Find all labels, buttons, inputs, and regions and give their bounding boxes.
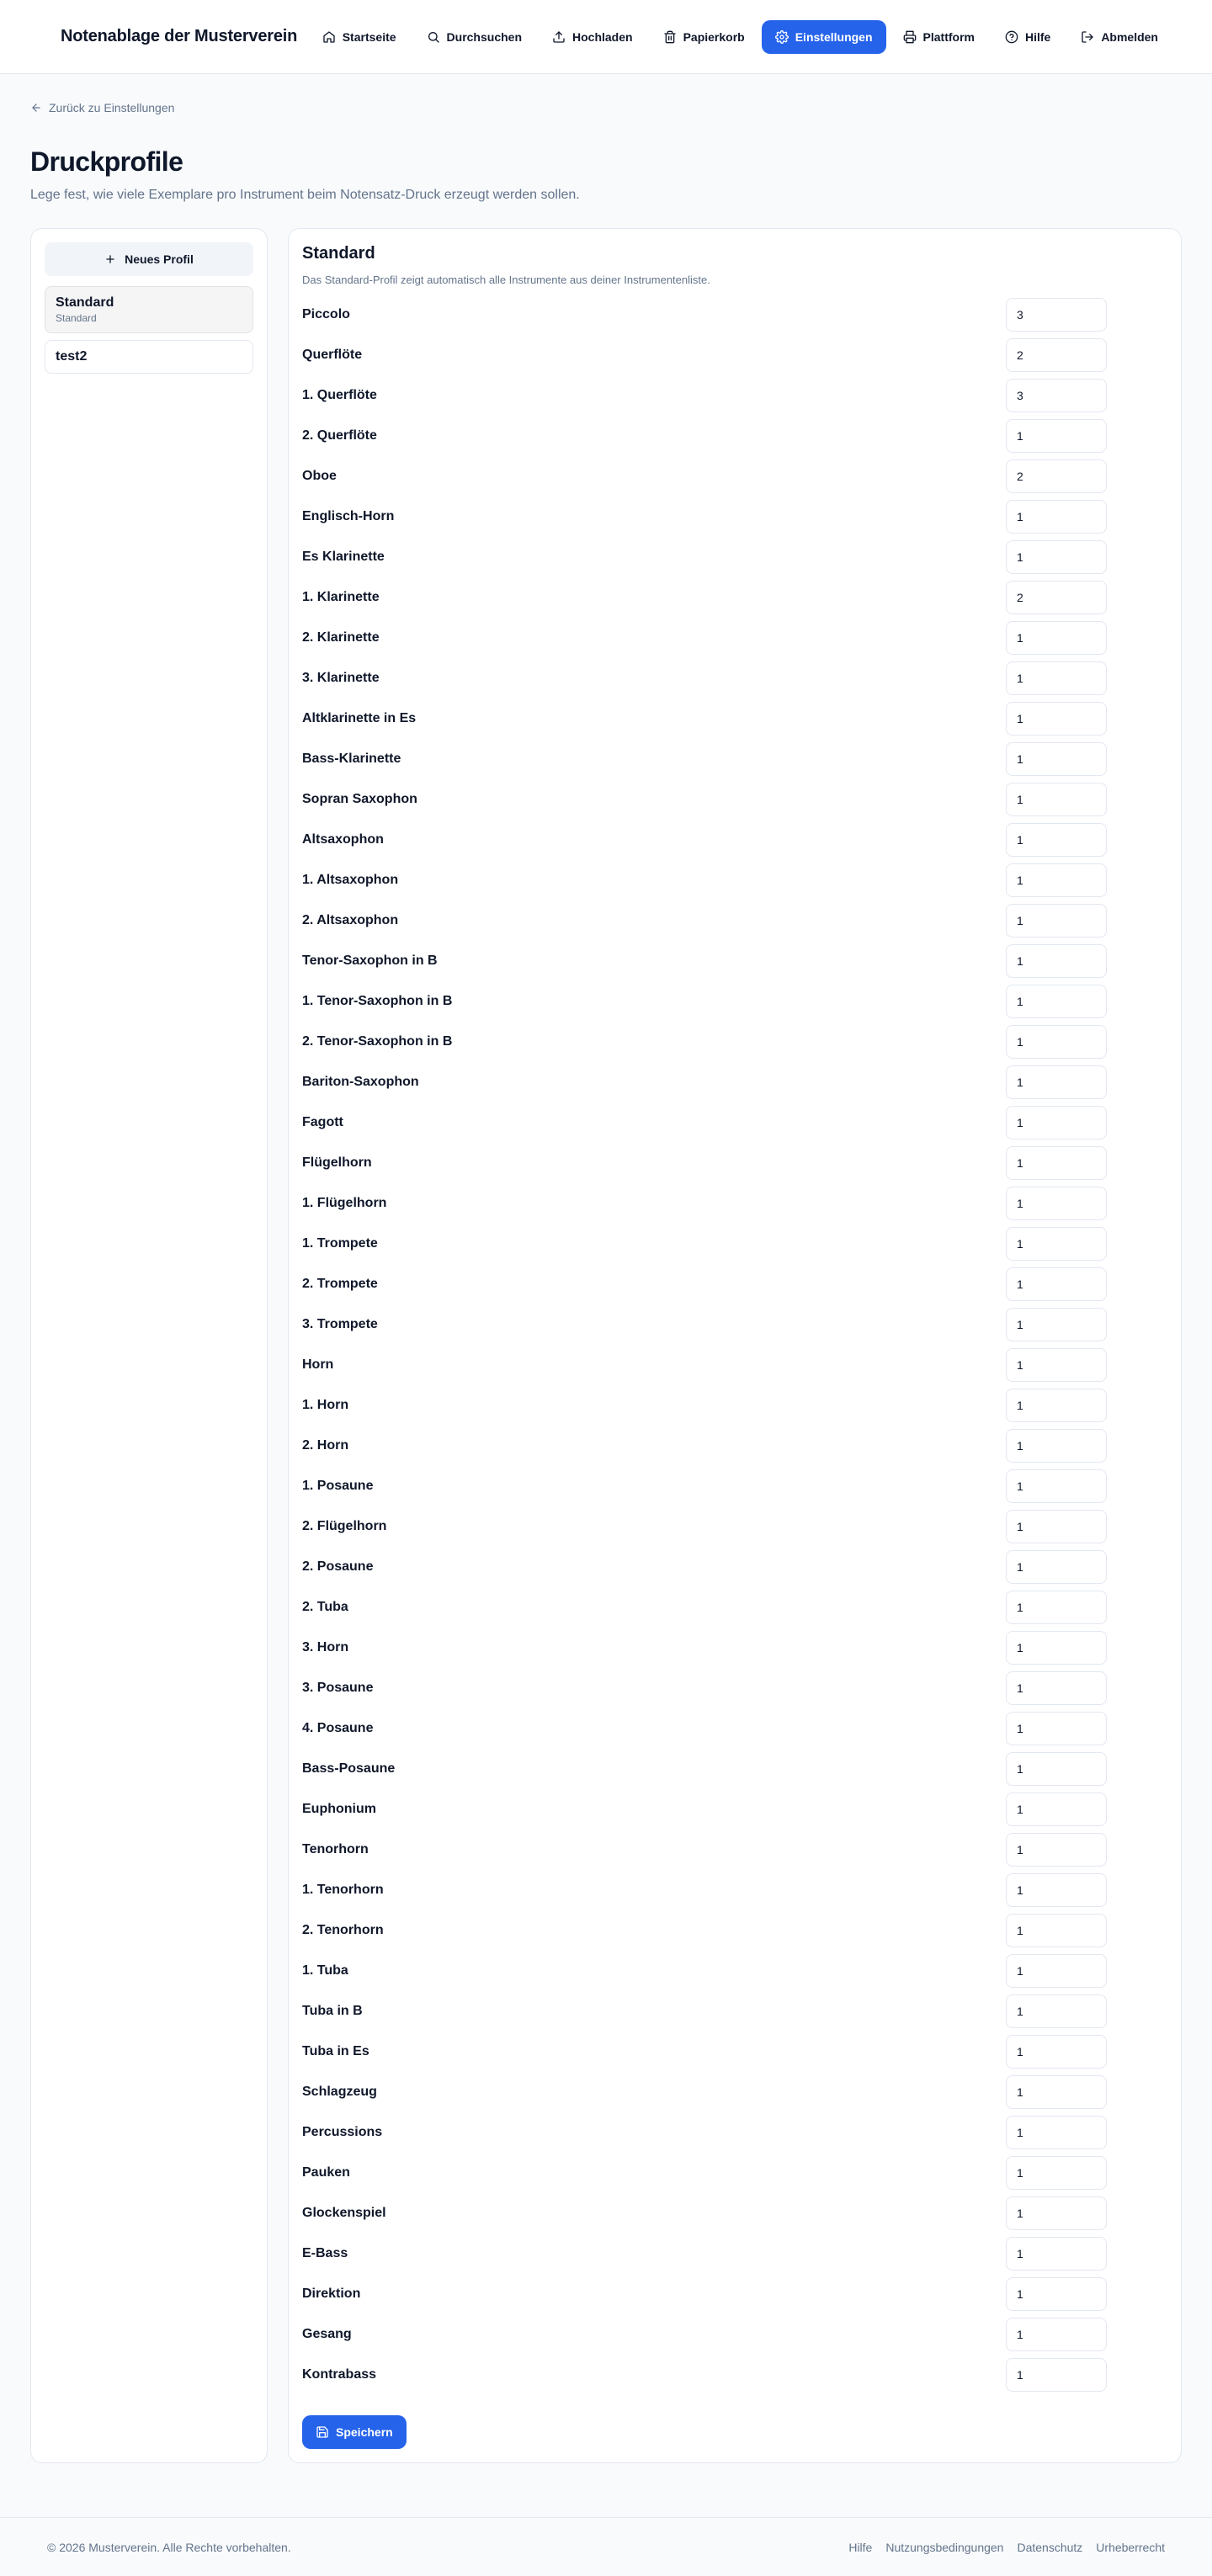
instrument-name: Tuba in Es: [302, 2044, 369, 2058]
instrument-row: [302, 335, 1167, 375]
profile-description: Das Standard-Profil zeigt automatisch alle Instrumente aus deiner Instrumentenliste.: [302, 274, 710, 286]
instrument-row: [302, 1587, 1167, 1628]
copies-input[interactable]: [1006, 379, 1107, 412]
instrument-name: E-Bass: [302, 2246, 348, 2260]
copies-input[interactable]: [1006, 1833, 1107, 1867]
instrument-row: [302, 1749, 1167, 1789]
copies-input[interactable]: [1006, 338, 1107, 372]
copies-input[interactable]: [1006, 1348, 1107, 1382]
nav-label: Hochladen: [572, 29, 633, 44]
copies-input[interactable]: [1006, 1227, 1107, 1261]
instrument-name: 1. Flügelhorn: [302, 1196, 387, 1210]
copies-input[interactable]: [1006, 863, 1107, 897]
copies-input[interactable]: [1006, 1025, 1107, 1059]
footer-link-datenschutz[interactable]: Datenschutz: [1017, 2540, 1083, 2554]
instrument-name: 2. Posaune: [302, 1559, 374, 1574]
nav-label: Einstellungen: [795, 29, 873, 44]
instrument-name: 1. Trompete: [302, 1236, 378, 1251]
instrument-row: [302, 2355, 1167, 2395]
upload-icon: [552, 30, 566, 44]
copies-input[interactable]: [1006, 581, 1107, 614]
copies-input[interactable]: [1006, 459, 1107, 493]
instrument-name: Gesang: [302, 2327, 352, 2341]
copies-input[interactable]: [1006, 1994, 1107, 2028]
logout-icon: [1081, 30, 1094, 44]
back-link-label: Zurück zu Einstellungen: [49, 101, 175, 114]
profile-item[interactable]: [45, 286, 253, 333]
instrument-name: 2. Altsaxophon: [302, 913, 399, 927]
copies-input[interactable]: [1006, 500, 1107, 534]
instrument-row: [302, 497, 1167, 537]
instrument-row: [302, 1102, 1167, 1143]
instrument-row: [302, 2193, 1167, 2233]
instrument-name: 1. Tuba: [302, 1963, 348, 1978]
copies-input[interactable]: [1006, 2156, 1107, 2190]
instrument-name: 3. Trompete: [302, 1317, 378, 1331]
instrument-name: Altsaxophon: [302, 832, 384, 847]
nav-startseite[interactable]: [309, 20, 410, 54]
copies-input[interactable]: [1006, 1429, 1107, 1463]
instrument-name: 1. Klarinette: [302, 590, 380, 604]
instrument-name: 2. Tenor-Saxophon in B: [302, 1034, 453, 1049]
copies-input[interactable]: [1006, 1065, 1107, 1099]
instrument-name: Piccolo: [302, 307, 350, 321]
nav-hilfe[interactable]: [991, 20, 1064, 54]
instrument-row: [302, 1304, 1167, 1345]
instrument-row: [302, 1991, 1167, 2032]
footer-link-urheberrecht[interactable]: Urheberrecht: [1096, 2540, 1165, 2554]
instrument-name: 2. Trompete: [302, 1277, 378, 1291]
instrument-name: 1. Tenorhorn: [302, 1883, 384, 1897]
copies-input[interactable]: [1006, 1712, 1107, 1745]
copies-input[interactable]: [1006, 1591, 1107, 1624]
save-icon: [316, 2425, 329, 2439]
instrument-name: Querflöte: [302, 348, 363, 362]
nav-label: Hilfe: [1024, 29, 1051, 44]
page-title: Druckprofile: [30, 146, 183, 177]
new-profile-label: Neues Profil: [125, 252, 194, 266]
instrument-name: Tenorhorn: [302, 1842, 369, 1856]
footer: [0, 2517, 1212, 2576]
instrument-name: 2. Klarinette: [302, 630, 380, 645]
copies-input[interactable]: [1006, 1308, 1107, 1341]
instrument-row: [302, 2233, 1167, 2274]
instrument-row: [302, 1870, 1167, 1910]
copies-input[interactable]: [1006, 1631, 1107, 1665]
copies-input[interactable]: [1006, 1752, 1107, 1786]
instrument-name: 1. Querflöte: [302, 388, 377, 402]
copies-input[interactable]: [1006, 1510, 1107, 1543]
footer-link-hilfe[interactable]: Hilfe: [848, 2540, 873, 2554]
instrument-row: [302, 1789, 1167, 1830]
instrument-row: [302, 1022, 1167, 1062]
copies-input[interactable]: [1006, 2075, 1107, 2109]
save-button-label: Speichern: [336, 2425, 393, 2439]
instrument-name: 2. Flügelhorn: [302, 1519, 387, 1533]
instrument-name: Sopran Saxophon: [302, 792, 417, 806]
nav-hochladen[interactable]: [539, 20, 646, 54]
instrument-row: [302, 2032, 1167, 2072]
copies-input[interactable]: [1006, 2116, 1107, 2149]
instrument-row: [302, 1668, 1167, 1708]
copies-input[interactable]: [1006, 1954, 1107, 1988]
nav-abmelden[interactable]: [1067, 20, 1172, 54]
instrument-name: Flügelhorn: [302, 1155, 372, 1170]
instrument-row: [302, 820, 1167, 860]
instrument-row: [302, 1628, 1167, 1668]
copies-input[interactable]: [1006, 540, 1107, 574]
copies-input[interactable]: [1006, 702, 1107, 736]
instrument-name: Direktion: [302, 2287, 361, 2301]
instrument-row: [302, 1224, 1167, 1264]
nav-papierkorb[interactable]: [650, 20, 758, 54]
instrument-name: Pauken: [302, 2165, 350, 2180]
instrument-row: [302, 1506, 1167, 1547]
instrument-row: [302, 981, 1167, 1022]
instrument-name: Tuba in B: [302, 2004, 363, 2018]
copies-input[interactable]: [1006, 985, 1107, 1018]
copies-input[interactable]: [1006, 2035, 1107, 2069]
arrow-left-icon: [30, 102, 42, 114]
instrument-row: [302, 860, 1167, 900]
instrument-row: [302, 779, 1167, 820]
instrument-name: Horn: [302, 1357, 334, 1372]
instrument-row: [302, 577, 1167, 618]
instrument-name: 2. Querflöte: [302, 428, 377, 443]
main-content: [0, 74, 1212, 2490]
copies-input[interactable]: [1006, 1146, 1107, 1180]
app-title: Notenablage der Musterverein: [61, 27, 298, 45]
instrument-name: Tenor-Saxophon in B: [302, 953, 438, 968]
instrument-row: [302, 456, 1167, 497]
profile-default-label: Standard: [56, 312, 97, 324]
instrument-row: [302, 1708, 1167, 1749]
instrument-row: [302, 739, 1167, 779]
copies-input[interactable]: [1006, 1187, 1107, 1220]
copies-input[interactable]: [1006, 419, 1107, 453]
profiles-layout: [30, 228, 1182, 2463]
instrument-row: [302, 658, 1167, 698]
instrument-name: 1. Tenor-Saxophon in B: [302, 994, 453, 1008]
instrument-row: [302, 900, 1167, 941]
instrument-row: [302, 2274, 1167, 2314]
instrument-name: 2. Tuba: [302, 1600, 348, 1614]
copies-input[interactable]: [1006, 1550, 1107, 1584]
footer-links: [848, 2541, 1165, 2554]
instrument-row: [302, 1183, 1167, 1224]
instrument-name: 1. Horn: [302, 1398, 349, 1412]
plus-icon: [104, 253, 116, 265]
home-icon: [322, 30, 336, 44]
instrument-row: [302, 1426, 1167, 1466]
copies-input[interactable]: [1006, 1469, 1107, 1503]
instrument-row: [302, 1385, 1167, 1426]
profile-name: Standard: [56, 295, 114, 310]
nav-label: Plattform: [922, 29, 975, 44]
instrument-name: 1. Posaune: [302, 1479, 374, 1493]
copies-input[interactable]: [1006, 2318, 1107, 2351]
instrument-row: [302, 375, 1167, 416]
instrument-name: Altklarinette in Es: [302, 711, 417, 725]
nav-label: Papierkorb: [683, 29, 745, 44]
instrument-name: Englisch-Horn: [302, 509, 395, 523]
instrument-name: 1. Altsaxophon: [302, 873, 399, 887]
instrument-row: [302, 1345, 1167, 1385]
nav-label: Startseite: [342, 29, 396, 44]
instrument-name: 2. Tenorhorn: [302, 1923, 384, 1937]
back-link[interactable]: [30, 101, 174, 114]
profile-name: test2: [56, 349, 88, 364]
instrument-row: [302, 537, 1167, 577]
instrument-name: 2. Horn: [302, 1438, 349, 1453]
copies-input[interactable]: [1006, 2237, 1107, 2271]
copies-input[interactable]: [1006, 661, 1107, 695]
copies-input[interactable]: [1006, 2196, 1107, 2230]
instrument-row: [302, 941, 1167, 981]
copies-input[interactable]: [1006, 742, 1107, 776]
copies-input[interactable]: [1006, 944, 1107, 978]
gear-icon: [775, 30, 789, 44]
instrument-name: 3. Klarinette: [302, 671, 380, 685]
profile-item[interactable]: [45, 340, 253, 374]
search-icon: [427, 30, 440, 44]
instrument-name: Bariton-Saxophon: [302, 1075, 419, 1089]
copies-input[interactable]: [1006, 783, 1107, 816]
instrument-row: [302, 698, 1167, 739]
instrument-name: Fagott: [302, 1115, 343, 1129]
profile-title: Standard: [302, 244, 375, 263]
instrument-name: Percussions: [302, 2125, 383, 2139]
instrument-row: [302, 2112, 1167, 2153]
new-profile-button[interactable]: [45, 242, 253, 276]
copies-input[interactable]: [1006, 621, 1107, 655]
instrument-row: [302, 2072, 1167, 2112]
footer-link-nutzungsbedingungen[interactable]: Nutzungsbedingungen: [885, 2540, 1004, 2554]
instrument-row: [302, 295, 1167, 335]
profile-sidebar: [30, 228, 268, 2463]
instrument-name: Bass-Posaune: [302, 1761, 396, 1776]
instrument-name: Bass-Klarinette: [302, 752, 401, 766]
nav-label: Abmelden: [1101, 29, 1158, 44]
instrument-row: [302, 1143, 1167, 1183]
instrument-row: [302, 416, 1167, 456]
save-button[interactable]: [302, 2415, 407, 2449]
instrument-name: Schlagzeug: [302, 2085, 377, 2099]
instrument-name: 3. Horn: [302, 1640, 349, 1654]
instrument-name: 3. Posaune: [302, 1681, 374, 1695]
nav-durchsuchen[interactable]: [413, 20, 535, 54]
page-subtitle: Lege fest, wie viele Exemplare pro Instrument beim Notensatz-Druck erzeugt werden sollen.: [30, 188, 580, 202]
instrument-name: Glockenspiel: [302, 2206, 386, 2220]
copies-input[interactable]: [1006, 2277, 1107, 2311]
copies-input[interactable]: [1006, 904, 1107, 937]
copies-input[interactable]: [1006, 298, 1107, 332]
copyright-text: © 2026 Musterverein. Alle Rechte vorbehalten.: [47, 2540, 291, 2554]
copies-input[interactable]: [1006, 823, 1107, 857]
instrument-row: [302, 1062, 1167, 1102]
instrument-row: [302, 1547, 1167, 1587]
nav-einstellungen[interactable]: [762, 20, 886, 54]
instrument-row: [302, 1466, 1167, 1506]
instrument-name: 4. Posaune: [302, 1721, 374, 1735]
instrument-name: Oboe: [302, 469, 337, 483]
help-icon: [1005, 30, 1018, 44]
printer-icon: [903, 30, 917, 44]
instrument-row: [302, 1830, 1167, 1870]
instrument-name: Euphonium: [302, 1802, 376, 1816]
instrument-row: [302, 2314, 1167, 2355]
instrument-row: [302, 1951, 1167, 1991]
copies-input[interactable]: [1006, 1267, 1107, 1301]
instrument-row: [302, 618, 1167, 658]
instrument-name: Es Klarinette: [302, 550, 385, 564]
copies-input[interactable]: [1006, 2358, 1107, 2392]
instrument-row: [302, 2153, 1167, 2193]
nav-plattform[interactable]: [890, 20, 988, 54]
copies-input[interactable]: [1006, 1671, 1107, 1705]
copies-input[interactable]: [1006, 1873, 1107, 1907]
copies-input[interactable]: [1006, 1389, 1107, 1422]
copies-input[interactable]: [1006, 1914, 1107, 1947]
copies-input[interactable]: [1006, 1793, 1107, 1826]
nav-label: Durchsuchen: [446, 29, 522, 44]
main-nav: [309, 20, 1172, 54]
copies-input[interactable]: [1006, 1106, 1107, 1139]
instrument-name: Kontrabass: [302, 2367, 377, 2382]
instrument-row: [302, 1910, 1167, 1951]
trash-icon: [663, 30, 677, 44]
instrument-list: [302, 295, 1167, 2395]
instrument-row: [302, 1264, 1167, 1304]
profile-list: [45, 286, 253, 374]
top-bar: [0, 0, 1212, 74]
profile-editor: [288, 228, 1182, 2463]
